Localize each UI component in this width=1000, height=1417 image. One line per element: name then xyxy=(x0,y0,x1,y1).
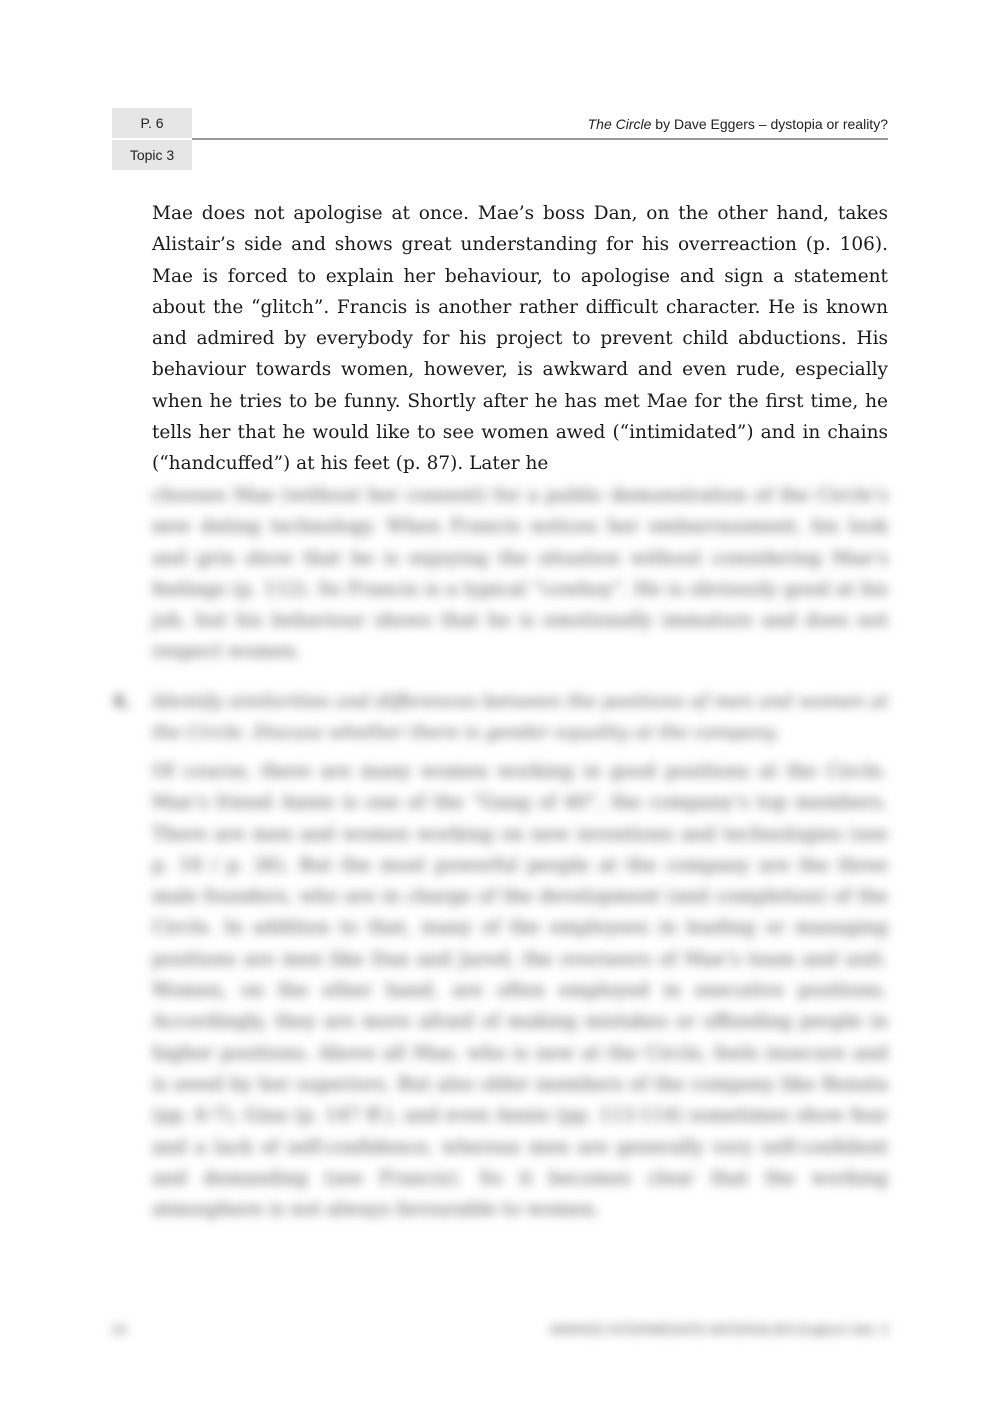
title-rest: by Dave Eggers – dystopia or reality? xyxy=(651,116,888,132)
blurred-answer-paragraph: Of course, there are many women working in good positions at the Circle. Mae’s friend Annie is one of the “Gang of 40”, the company’s top members. There are men and women working on new inventions and technologies (see p. 18 / p. 36). But the most powerful people at the company are the three male founders, who are in charge of the development (and completion) of the Circle. In addition to that, many of the employees in leading or managing positions are men like Dan and Jared, the overseers of Mae’s team and unit. Women, on the other hand, are often employed in executive positions. Accordingly, they are more afraid of making mistakes or offending people in higher positions. Above all Mae, who is new at the Circle, feels insecure and is awed by her superiors. But also older members of the company like Renata (pp. 6-7), Gina (p. 147 ff.), and even Annie (pp. 113-114) sometimes show fear and a lack of self-confidence, whereas men are generally very self-confident and demanding (see Francis). So it becomes clear that the working atmosphere is not always favourable to women. xyxy=(152,761,888,1221)
running-title xyxy=(588,116,888,132)
topic-label: Topic 3 xyxy=(112,140,192,170)
question-number: 4. xyxy=(112,691,131,712)
body-paragraph: Mae does not apologise at once. Mae’s boss Dan, on the other hand, takes Alistair’s side and shows great understanding for his overreaction (p. 106). Mae is forced to explain her behaviour, to apologise and sign a statement about the “glitch”. Francis is another rather difficult character. He is known and admired by everybody for his project to prevent child abductions. His behaviour towards women, however, is awkward and even rude, especially when he tries to be funny. Shortly after he has met Mae for the first time, he tells her that he would like to see women awed (“intimidated”) and in chains (“handcuffed”) at his feet (p. 87). Later he xyxy=(152,203,888,475)
page-label: P. 6 xyxy=(112,108,192,138)
footer-series: MARKED INTERMEDIATE MATERIALIEN Englisch Sek. II xyxy=(550,1322,888,1337)
question-text: Identify similarities and differences between the positions of men and women at the Circle. Discuss whether there is gender equality at the company. xyxy=(152,691,888,743)
header-divider xyxy=(192,138,888,140)
blurred-paragraph: chooses Mae (without her consent) for a public demonstration of the Circle’s new dating technology. When Francis notices her embarrassment, his look and grin show that he is enjoying the situation without considering Mae’s feelings (p. 112). So Francis is a typical “cowboy”. He is obviously good at his job, but his behaviour shows that he is emotionally immature and does not respect women. xyxy=(152,485,888,663)
book-title: The Circle xyxy=(587,116,652,132)
footer-page-number: 24 xyxy=(112,1322,127,1337)
